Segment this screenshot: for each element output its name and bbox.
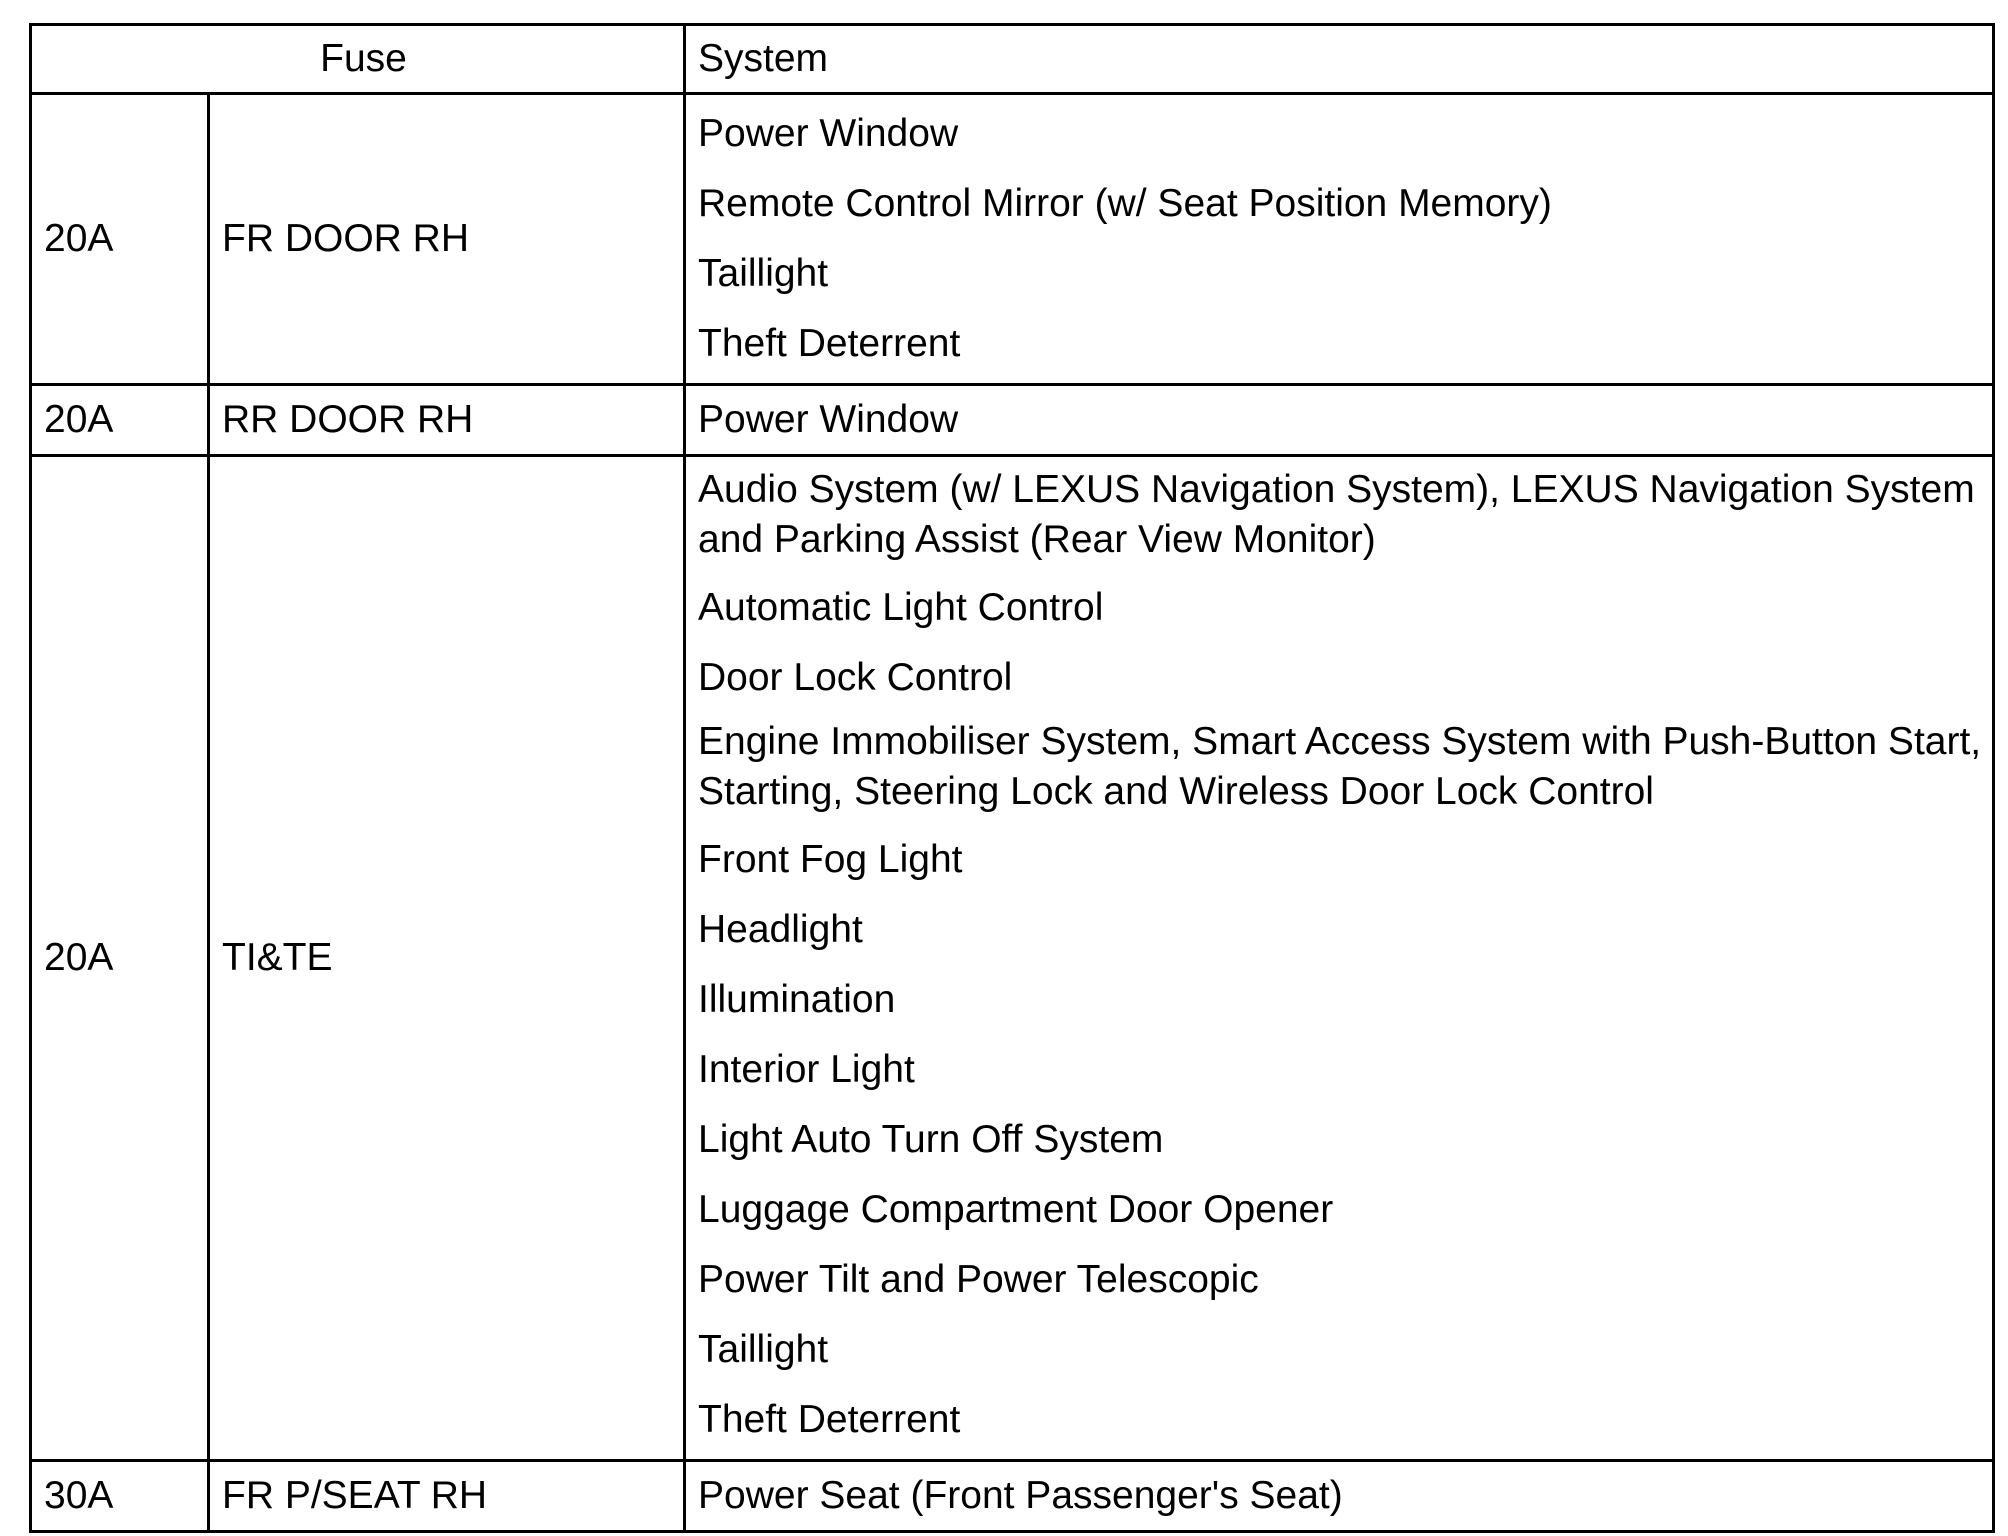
system-item: Door Lock Control [698,656,1013,699]
fuse-amperage: 20A [31,385,209,456]
system-item: Luggage Compartment Door Opener [698,1188,1334,1231]
system-item: Headlight [698,908,863,951]
fuse-name: FR P/SEAT RH [209,1461,685,1532]
system-list [685,94,1994,385]
fuse-table-body [31,94,1994,1532]
system-item: Interior Light [698,1048,915,1091]
fuse-name: RR DOOR RH [209,385,685,456]
fuse-name: TI&TE [209,456,685,1461]
system-item: Illumination [698,978,896,1021]
system-item: Remote Control Mirror (w/ Seat Position Memory) [698,182,1552,225]
fuse-amperage: 20A [31,456,209,1461]
fuse-amperage: 30A [31,1461,209,1532]
system-item: Light Auto Turn Off System [698,1118,1164,1161]
system-item: Power Window [698,112,959,155]
fuse-name: FR DOOR RH [209,94,685,385]
system-list [685,1461,1994,1532]
table-row [31,94,1994,385]
system-item: Automatic Light Control [698,586,1104,629]
system-item: Power Seat (Front Passenger's Seat) [698,1474,1343,1517]
system-item: Theft Deterrent [698,322,961,365]
system-item: Theft Deterrent [698,1398,961,1441]
system-item: Taillight [698,252,829,295]
header-row [31,25,1994,94]
system-item: Audio System (w/ LEXUS Navigation System), LEXUS Navigation System and Parking Assist (Rear View Monitor) [698,468,1975,561]
system-list [685,456,1994,1461]
system-item: Engine Immobiliser System, Smart Access System with Push-Button Start, Starting, Steering Lock and Wireless Door Lock Control [698,720,1982,813]
fuse-column-header: Fuse [31,25,685,94]
table-row [31,456,1994,1461]
table-row [31,1461,1994,1532]
fuse-amperage: 20A [31,94,209,385]
system-item: Front Fog Light [698,838,963,881]
table-row [31,385,1994,456]
system-item: Power Tilt and Power Telescopic [698,1258,1259,1301]
system-column-header: System [685,25,1994,94]
fuse-table [29,23,1995,1533]
system-item: Taillight [698,1328,829,1371]
system-list [685,385,1994,456]
system-item: Power Window [698,398,959,441]
